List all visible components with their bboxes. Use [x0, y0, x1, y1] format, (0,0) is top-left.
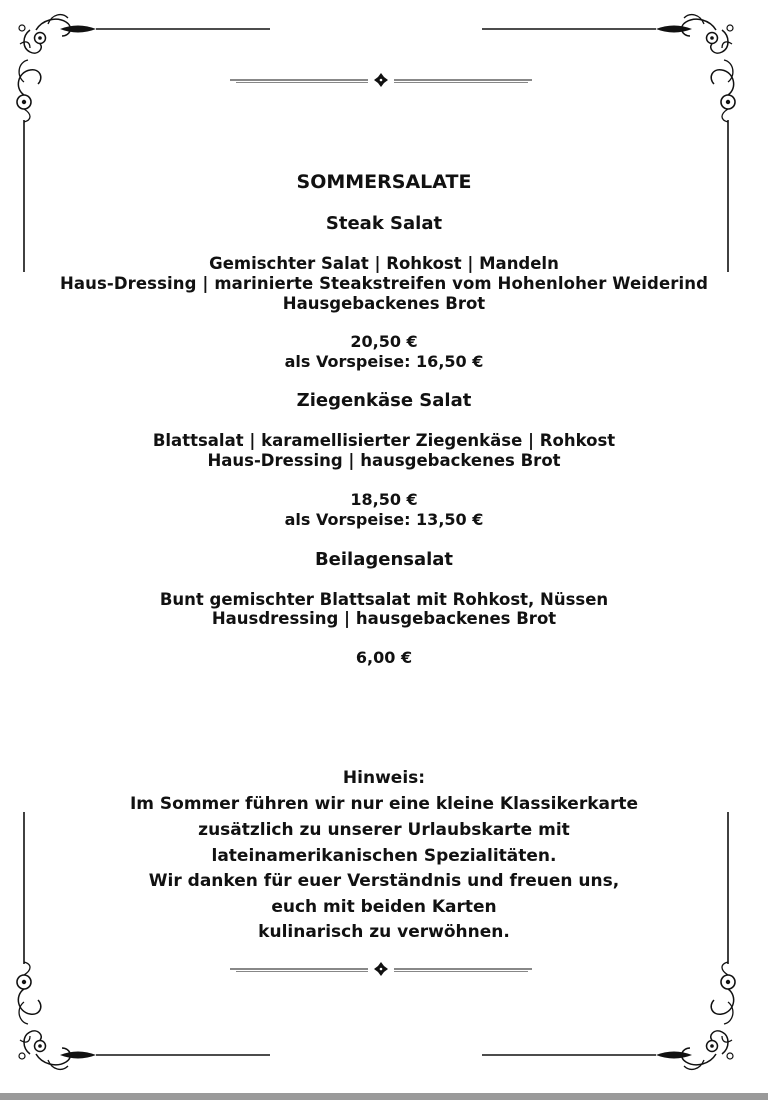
note-line: Im Sommer führen wir nur eine kleine Klassikerkarte: [129, 794, 639, 814]
note-line: Wir danken für euer Verständnis und freuen uns,: [148, 871, 620, 891]
dish-price: 18,50 €: [350, 490, 418, 509]
dish-starter-price: als Vorspeise: 13,50 €: [284, 510, 484, 529]
dish-name-ziegenkaese-salat: Ziegenkäse Salat: [296, 390, 472, 411]
bottom-edge-strip: [0, 1093, 768, 1100]
dish-price: 20,50 €: [350, 332, 418, 351]
note-heading: Hinweis:: [342, 768, 426, 788]
divider-bottom: [230, 962, 532, 976]
dish-description-line: Hausdressing | hausgebackenes Brot: [211, 609, 557, 628]
note-line: zusätzlich zu unserer Urlaubskarte mit: [198, 820, 570, 840]
note-line: lateinamerikanischen Spezialitäten.: [211, 846, 557, 866]
dish-description-line: Haus-Dressing | marinierte Steakstreifen vom Hohenloher Weiderind: [59, 274, 709, 293]
dish-name-steak-salat: Steak Salat: [325, 213, 443, 234]
dish-starter-price: als Vorspeise: 16,50 €: [284, 352, 484, 371]
section-title: SOMMERSALATE: [296, 171, 472, 193]
dish-description-line: Hausgebackenes Brot: [282, 294, 486, 313]
dish-description-line: Gemischter Salat | Rohkost | Mandeln: [209, 254, 559, 273]
dish-name-beilagensalat: Beilagensalat: [314, 549, 454, 570]
divider-top: [230, 73, 532, 87]
note-line: kulinarisch zu verwöhnen.: [258, 922, 510, 942]
dish-price: 6,00 €: [355, 648, 413, 667]
dish-description-line: Haus-Dressing | hausgebackenes Brot: [207, 451, 561, 470]
dish-description-line: Bunt gemischter Blattsalat mit Rohkost, Nüssen: [159, 590, 609, 609]
dish-description-line: Blattsalat | karamellisierter Ziegenkäse | Rohkost: [152, 431, 616, 450]
note-line: euch mit beiden Karten: [271, 897, 497, 917]
